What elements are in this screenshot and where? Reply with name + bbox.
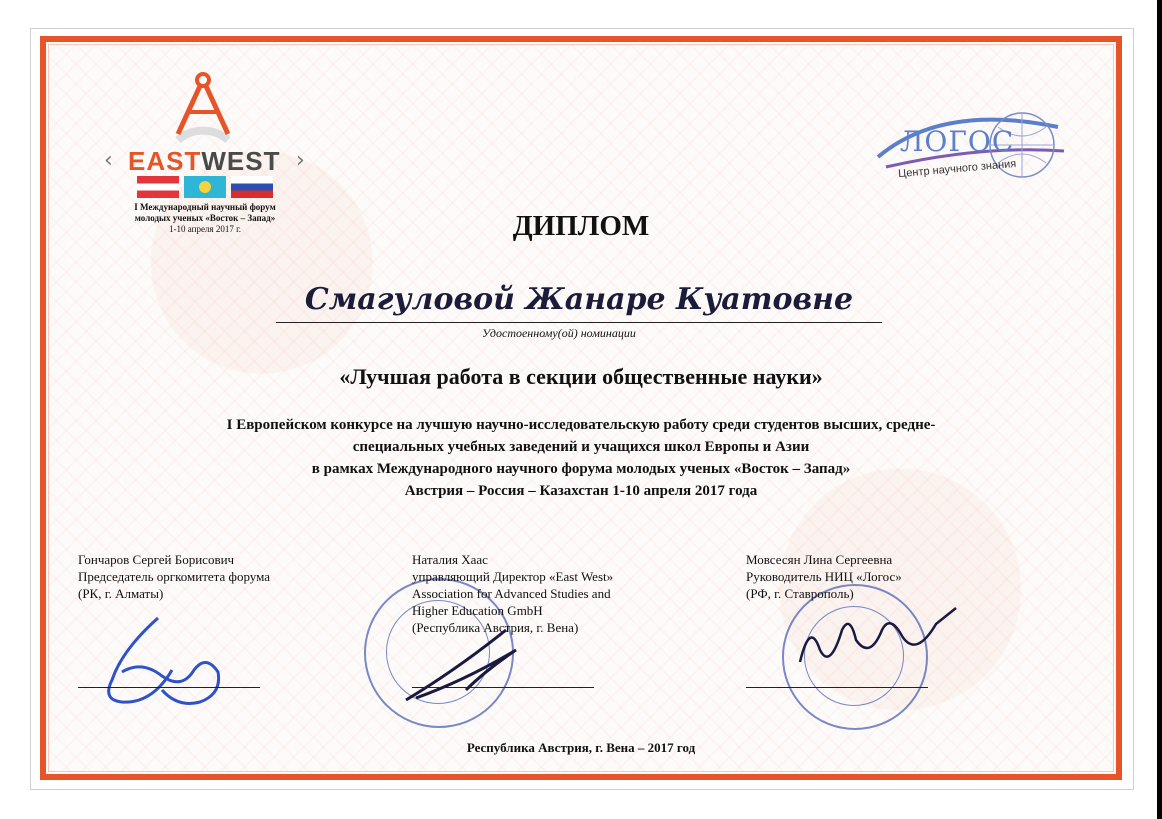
competition-description <box>100 414 1062 502</box>
signature-3 <box>786 600 966 680</box>
signatory-3 <box>746 551 1026 602</box>
eastwest-west: WEST <box>201 146 281 176</box>
recipient-caption: Удостоенному(ой) номинации <box>482 326 636 340</box>
signatory-org: Association for Advanced Studies and <box>412 586 611 601</box>
eastwest-east: EAST <box>128 146 202 176</box>
signatory-place: (РФ, г. Ставрополь) <box>746 586 854 601</box>
russia-flag-icon <box>231 176 273 198</box>
eastwest-wordmark <box>128 146 280 177</box>
forum-date: 1-10 апреля 2017 г. <box>169 224 241 234</box>
nomination-title: «Лучшая работа в секции общественные науки» <box>339 364 823 389</box>
description-line: специальных учебных заведений и учащихся школ Европы и Азии <box>352 439 810 455</box>
description-line: Австрия – Россия – Казахстан 1-10 апреля 2017 года <box>404 483 758 499</box>
compass-icon <box>158 70 248 146</box>
austria-flag-icon <box>137 176 179 198</box>
signatory-place: (Республика Австрия, г. Вена) <box>412 620 579 635</box>
description-line: I Европейском конкурсе на лучшую научно-исследовательскую работу среди студентов высших, средне- <box>226 417 936 433</box>
signatory-role: Председатель оргкомитета форума <box>78 569 271 584</box>
forum-line-1: I Международный научный форум <box>134 202 276 212</box>
signatory-place: (РК, г. Алматы) <box>78 586 164 601</box>
page-edge <box>1157 0 1162 819</box>
signatory-role: Руководитель НИЦ «Логос» <box>746 569 902 584</box>
signature-line-2 <box>412 687 594 688</box>
signatory-name: Гончаров Сергей Борисович <box>78 552 235 567</box>
signature-line-3 <box>746 687 928 688</box>
signatory-org-2: Higher Education GmbH <box>412 603 543 618</box>
recipient-name: Смагуловой Жанаре Куатовне <box>304 282 854 317</box>
chevron-right-icon: › <box>296 148 305 173</box>
recipient-underline <box>276 322 882 323</box>
logos-logo <box>872 105 1072 195</box>
diploma-title: ДИПЛОМ <box>512 210 650 242</box>
signatory-name: Наталия Хаас <box>412 552 488 567</box>
signatory-role: управляющий Директор «East West» <box>412 569 614 584</box>
signature-1 <box>82 610 242 720</box>
signatory-name: Мовсесян Лина Сергеевна <box>746 552 893 567</box>
chevron-left-icon: ‹ <box>104 148 113 173</box>
signatory-1 <box>78 551 358 602</box>
logos-wordmark: ЛОГОС <box>900 125 1015 158</box>
kazakhstan-flag-icon <box>184 176 226 198</box>
logos-subtitle: Центр научного знания <box>897 157 1017 181</box>
footer-place-year: Республика Австрия, г. Вена – 2017 год <box>466 740 696 755</box>
signature-2 <box>396 610 536 710</box>
signature-line-1 <box>78 687 260 688</box>
description-line: в рамках Международного научного форума молодых ученых «Восток – Запад» <box>311 461 851 477</box>
forum-line-2: молодых ученых «Восток – Запад» <box>134 213 276 223</box>
